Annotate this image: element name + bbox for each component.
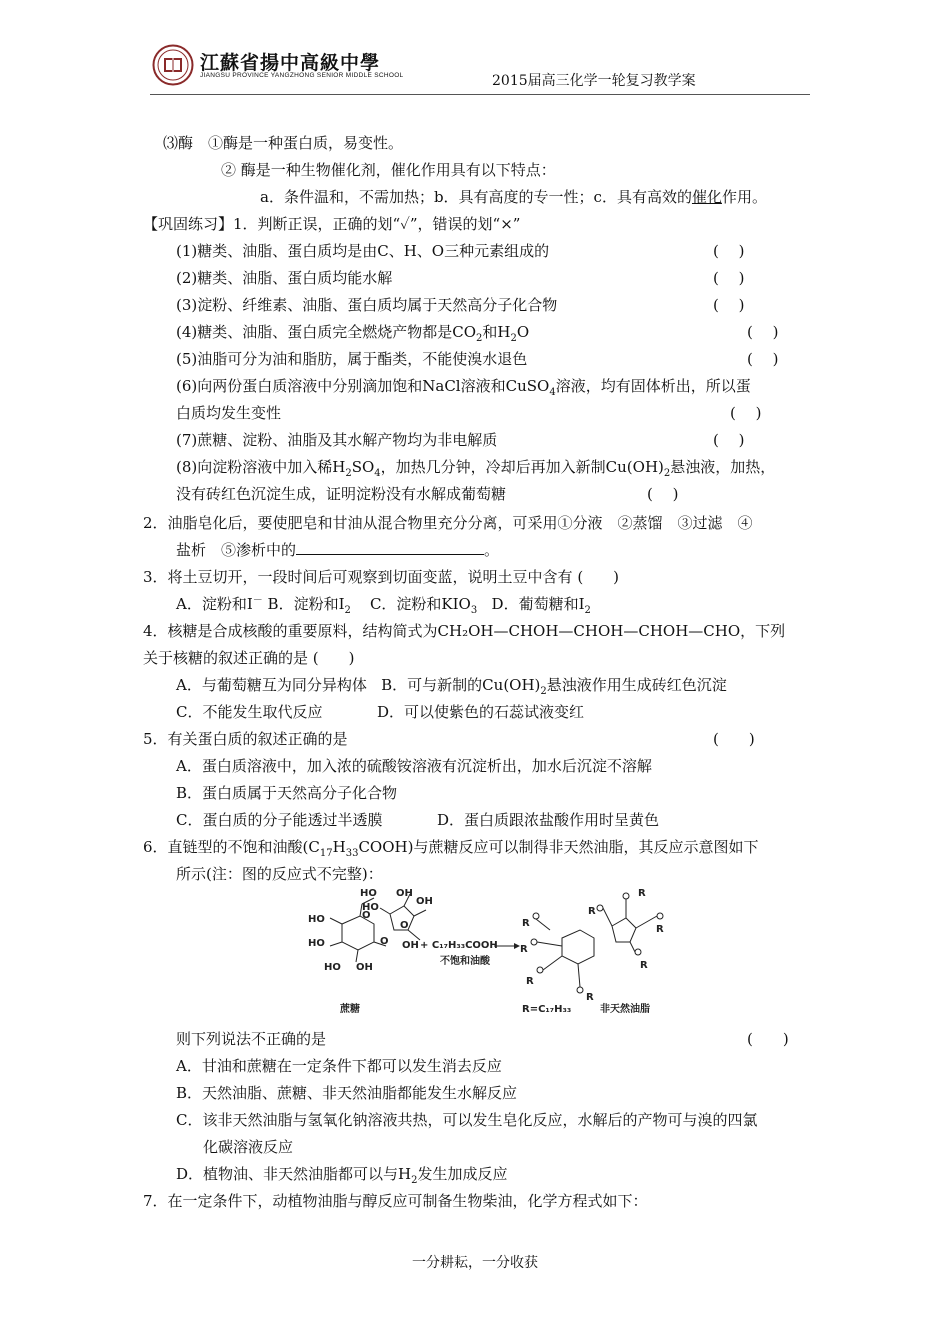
reagent-formula: + C₁₇H₃₃COOH xyxy=(420,940,498,951)
oh-label: OH xyxy=(416,896,433,907)
r-group-label: R xyxy=(640,960,648,971)
oh-label: HO xyxy=(308,914,325,925)
q1-item-2: (2)糖类、油脂、蛋白质均能水解 xyxy=(176,269,393,287)
oh-label: HO xyxy=(308,938,325,949)
q1-heading: 【巩固练习】1．判断正误，正确的划“✓”，错误的划“×” xyxy=(143,215,521,233)
q1-answer-7: ( ) xyxy=(713,431,745,449)
r-group-label: R xyxy=(520,944,528,955)
q6-stem-2: 所示(注：图的反应式不完整)： xyxy=(176,865,383,883)
oh-label: HO xyxy=(360,888,377,899)
r-group-label: R xyxy=(586,992,594,1003)
sucrose-label: 蔗糖 xyxy=(340,1004,360,1015)
q1-item-3: (3)淀粉、纤维素、油脂、蛋白质均属于天然高分子化合物 xyxy=(176,296,558,314)
product-structure xyxy=(531,893,663,993)
page-footer: 一分耕耘，一分收获 xyxy=(412,1255,538,1271)
q4-options-ab: A．与葡萄糖互为同分异构体 B．可与新制的$Cu(OH)_2$悬浊液作用生成砖红色沉淀 xyxy=(176,676,727,697)
q1-answer-8: ( ) xyxy=(647,485,679,503)
q6-stem-1: 6．直链型的不饱和油酸$(C_{17}H_{33}COOH)$与蔗糖反应可以制得非天然油脂，其反应示意图如下 xyxy=(143,838,759,859)
enzyme-line-3: a．条件温和，不需加热；b．具有高度的专一性；c．具有高效的催化作用。 xyxy=(260,188,767,206)
q4-option-d: D．可以使紫色的石蕊试液变红 xyxy=(377,703,585,721)
school-name: 江蘇省揚中高級中學 xyxy=(200,52,381,74)
oh-label: OH xyxy=(402,940,419,951)
q5-option-c: C．蛋白质的分子能透过半透膜 xyxy=(176,811,383,829)
q4-option-c: C．不能发生取代反应 xyxy=(176,703,323,721)
q7-stem: 7．在一定条件下，动植物油脂与醇反应可制备生物柴油，化学方程式如下： xyxy=(143,1192,648,1210)
product-label: 非天然油脂 xyxy=(600,1004,650,1015)
q6-option-d: D．植物油、非天然油脂都可以与$H_2$发生加成反应 xyxy=(176,1165,508,1186)
oh-label: HO xyxy=(324,962,341,973)
q6-answer: ( ) xyxy=(747,1030,789,1048)
q6-option-a: A．甘油和蔗糖在一定条件下都可以发生消去反应 xyxy=(176,1057,502,1075)
q1-answer-3: ( ) xyxy=(713,296,745,314)
q4-stem-2: 关于核糖的叙述正确的是 ( ) xyxy=(143,649,355,667)
oh-label: O xyxy=(380,936,389,947)
reagent-label: 不饱和油酸 xyxy=(440,956,490,967)
school-name-english: JIANGSU PROVINCE YANGZHONG SENIOR MIDDLE SCHOOL xyxy=(200,72,404,79)
header-rule xyxy=(150,94,810,95)
q3-stem: 3．将土豆切开，一段时间后可观察到切面变蓝，说明土豆中含有 ( ) xyxy=(143,568,620,586)
document-title: 2015届高三化学一轮复习教学案 xyxy=(492,73,696,89)
q2-line-1: 2．油脂皂化后，要使肥皂和甘油从混合物里充分分离，可采用①分液 ②蒸馏 ③过滤 ④ xyxy=(143,514,753,532)
q1-item-5: (5)油脂可分为油和脂肪，属于酯类，不能使溴水退色 xyxy=(176,350,528,368)
q1-answer-5: ( ) xyxy=(747,350,779,368)
q1-item-8: (8)向淀粉溶液中加入稀$H_2SO_4$，加热几分钟，冷却后再加入新制$Cu(OH)_2$悬浊液，加热， xyxy=(176,458,776,479)
enzyme-line-2: ② 酶是一种生物催化剂，催化作用具有以下特点： xyxy=(221,161,556,179)
q1-answer-6: ( ) xyxy=(730,404,762,422)
r-group-label: R xyxy=(638,888,646,899)
q6-option-b: B．天然油脂、蔗糖、非天然油脂都能发生水解反应 xyxy=(176,1084,518,1102)
r-group-label: R xyxy=(588,906,596,917)
q1-answer-2: ( ) xyxy=(713,269,745,287)
q1-answer-4: ( ) xyxy=(747,323,779,341)
r-group-label: R xyxy=(526,976,534,987)
q4-stem-1: 4．核糖是合成核酸的重要原料，结构简式为CH₂OH—CHOH—CHOH—CHOH—CHO，下列 xyxy=(143,622,786,640)
q6-ask: 则下列说法不正确的是 xyxy=(176,1030,327,1048)
enzyme-line-1: ⑶酶 ①酶是一种蛋白质，易变性。 xyxy=(163,134,404,152)
q5-option-b: B．蛋白质属于天然高分子化合物 xyxy=(176,784,398,802)
reaction-diagram xyxy=(300,886,686,1020)
r-group-label: R xyxy=(522,918,530,929)
q5-stem: 5．有关蛋白质的叙述正确的是 xyxy=(143,730,348,748)
oh-label: O xyxy=(362,910,371,921)
q2-answer-blank[interactable] xyxy=(296,540,484,555)
q1-item-6: (6)向两份蛋白质溶液中分别滴加饱和NaCl溶液和CuSO$_4$溶液，均有固体析出，所以蛋 xyxy=(176,377,751,398)
q3-options: A．淀粉和I－ B．淀粉和$I_2$ C．淀粉和$KIO_3$ D．葡萄糖和$I_2$ xyxy=(176,595,591,616)
oh-label: OH xyxy=(396,888,413,899)
q6-option-c: C．该非天然油脂与氢氧化钠溶液共热，可以发生皂化反应，水解后的产物可与溴的四氯 xyxy=(176,1111,758,1129)
q1-item-4: (4)糖类、油脂、蛋白质完全燃烧产物都是$CO_2$和$H_2O$ xyxy=(176,323,530,344)
q5-option-a: A．蛋白质溶液中，加入浓的硫酸铵溶液有沉淀析出，加水后沉淀不溶解 xyxy=(176,757,652,775)
q1-item-7: (7)蔗糖、淀粉、油脂及其水解产物均为非电解质 xyxy=(176,431,498,449)
q5-option-d: D．蛋白质跟浓盐酸作用时呈黄色 xyxy=(437,811,660,829)
q5-answer: ( ) xyxy=(713,730,755,748)
oh-label: HO xyxy=(362,902,379,913)
oh-label: O xyxy=(400,920,409,931)
r-group-label: R xyxy=(656,924,664,935)
r-definition: R=C₁₇H₃₃ xyxy=(522,1004,572,1015)
q1-item-1: (1)糖类、油脂、蛋白质均是由C、H、O三种元素组成的 xyxy=(176,242,550,260)
q2-line-2: 盐析 ⑤渗析中的 。 xyxy=(176,541,500,559)
q6-option-c-cont: 化碳溶液反应 xyxy=(203,1138,294,1156)
school-logo xyxy=(152,44,194,86)
q1-item-8-cont: 没有砖红色沉淀生成，证明淀粉没有水解成葡萄糖 xyxy=(176,485,507,503)
oh-label: OH xyxy=(356,962,373,973)
q1-item-6-cont: 白质均发生变性 xyxy=(176,404,282,422)
q1-answer-1: ( ) xyxy=(713,242,745,260)
